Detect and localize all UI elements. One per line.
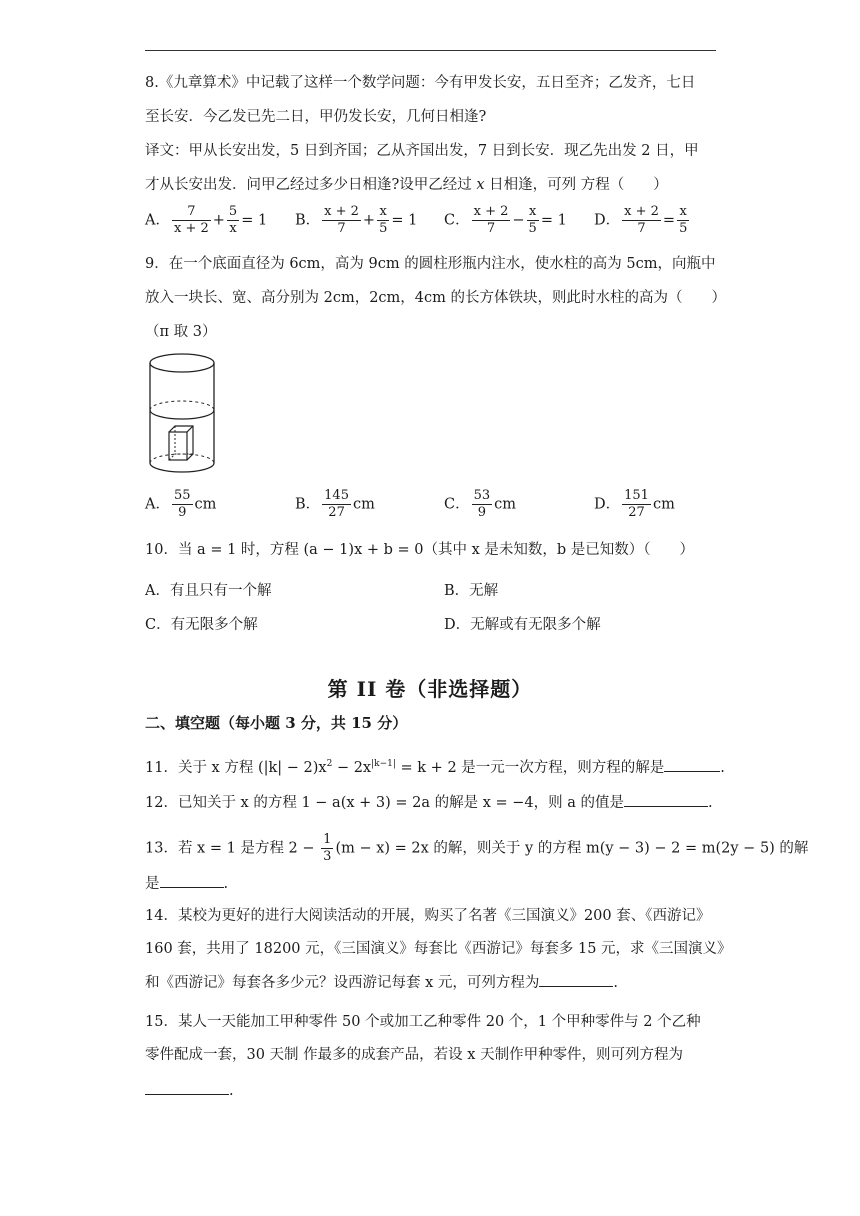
cylinder-figure	[145, 350, 219, 478]
q14-line1: 14．某校为更好的进行大阅读活动的开展，购买了名著《三国演义》200 套、《西游记》	[145, 908, 711, 924]
q15-line1: 15．某人一天能加工甲种零件 50 个或加工乙种零件 20 个，1 个甲种零件与 2 个乙种	[145, 1014, 701, 1030]
q9-option-a[interactable]: A． $\frac{55}{9}$ cm	[145, 488, 217, 520]
header-rule	[145, 50, 716, 51]
q14-answer-blank[interactable]	[539, 972, 613, 987]
q15-line2: 零件配成一套，30 天制 作最多的成套产品，若设 x 天制作甲种零件，则可列方程为	[145, 1047, 684, 1063]
q9-option-c[interactable]: C． $\frac{53}{9}$ cm	[444, 488, 517, 520]
q14-line2: 160 套，共用了 18200 元，《三国演义》每套比《西游记》每套多 15 元，求《三国演义》	[145, 941, 732, 957]
q10-option-a[interactable]: A．有且只有一个解	[145, 583, 272, 599]
q10-option-d[interactable]: D．无解或有无限多个解	[444, 617, 601, 633]
section-subheading: 二、填空题（每小题 3 分，共 15 分）	[145, 714, 408, 732]
q8-line1: 8.《九章算术》中记载了这样一个数学问题：今有甲发长安，五日至齐；乙发齐，七日	[145, 75, 696, 91]
q8-option-c[interactable]: C． $\frac{x + 2}{7}$ − $\frac{x}{5}$ = 1	[444, 204, 567, 236]
q8-line4: 才从长安出发．问甲乙经过多少日相逢?设甲乙经过 x 日相逢，可列 方程（ ）	[145, 177, 668, 193]
section-heading: 第 II 卷（非选择题）	[327, 677, 533, 701]
q9-line1: 9．在一个底面直径为 6cm，高为 9cm 的圆柱形瓶内注水，使水柱的高为 5cm，向瓶中	[145, 256, 716, 272]
q9-line3: （π 取 3）	[145, 324, 217, 340]
q9-option-b[interactable]: B． $\frac{145}{27}$ cm	[295, 488, 375, 520]
q10-option-c[interactable]: C．有无限多个解	[145, 617, 258, 633]
q15-line3: .	[145, 1080, 234, 1101]
q10-option-b[interactable]: B．无解	[444, 583, 499, 599]
q8-option-d[interactable]: D． $\frac{x + 2}{7}$ = $\frac{x}{5}$	[594, 204, 688, 236]
q13-answer-blank[interactable]	[160, 873, 224, 888]
q8-option-a[interactable]: A． $\frac{7}{x + 2}$ + $\frac{5}{x}$ = 1	[145, 204, 268, 236]
q13-line1: 13．若 x = 1 是方程 2 − $\frac{1}{3}$ (m − x) = 2x 的解，则关于 y 的方程 m(y − 3) − 2 = m(2y − 5) 的解	[145, 832, 809, 864]
q8-line3: 译文：甲从长安出发，5 日到齐国；乙从齐国出发，7 日到长安．现乙先出发 2 日，甲	[145, 143, 699, 159]
q9-line2: 放入一块长、宽、高分别为 2cm，2cm，4cm 的长方体铁块，则此时水柱的高为（ ）	[145, 290, 727, 306]
q10-stem: 10．当 a = 1 时，方程 (a − 1)x + b = 0（其中 x 是未知数，b 是已知数）（ ）	[145, 542, 695, 558]
q8-option-b[interactable]: B． $\frac{x + 2}{7}$ + $\frac{x}{5}$ = 1	[295, 204, 418, 236]
q11-line: 11．关于 x 方程 $(|k| - 2)x^2 - 2x^{|k-1|} = k + 2$ 是一元一次方程，则方程的解是 .	[145, 754, 725, 778]
q11-answer-blank[interactable]	[664, 757, 720, 772]
q13-line2: 是 .	[145, 873, 228, 894]
q12-line: 12．已知关于 x 的方程 1 − a(x + 3) = 2a 的解是 x = −4，则 a 的值是 .	[145, 792, 713, 813]
q14-line3: 和《西游记》每套各多少元？设西游记每套 x 元，可列方程为 .	[145, 972, 618, 993]
q12-answer-blank[interactable]	[624, 792, 708, 807]
q9-option-d[interactable]: D． $\frac{151}{27}$ cm	[594, 488, 675, 520]
q15-answer-blank[interactable]	[145, 1080, 229, 1095]
q8-line2: 至长安．今乙发已先二日，甲仍发长安，几何日相逢?	[145, 109, 487, 125]
